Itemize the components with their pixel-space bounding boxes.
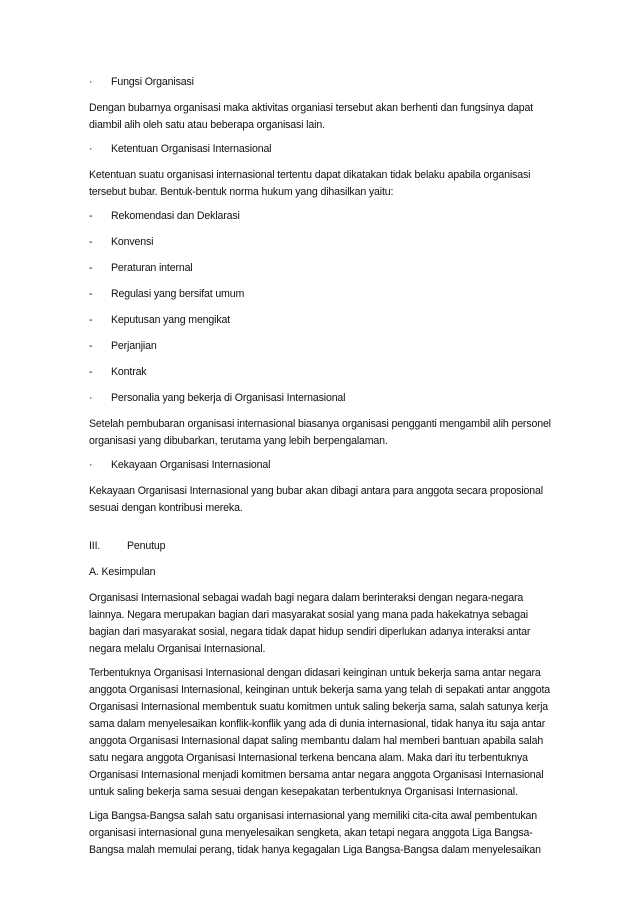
paragraph-line: sama dalam menyelesaikan konflik-konflik yang ada di dunia internasional, tidak hanya itu saja antar bbox=[89, 718, 546, 730]
dash-list-item bbox=[89, 338, 566, 355]
dash-mark: - bbox=[89, 210, 93, 222]
paragraph-line: sesuai dengan kontribusi mereka. bbox=[89, 502, 243, 514]
paragraph-line: Setelah pembubaran organisasi internasional biasanya organisasi pengganti mengambil alih personel bbox=[89, 418, 551, 430]
dash-list-item bbox=[89, 286, 566, 303]
dash-list-item bbox=[89, 234, 566, 251]
item-text: Kontrak bbox=[111, 366, 147, 378]
paragraph-line: Bangsa malah memulai perang, tidak hanya kegagalan Liga Bangsa-Bangsa dalam menyelesaikan bbox=[89, 844, 541, 856]
paragraph-line: satu negara anggota Organisasi Internasional terkena bencana alam. Maka dari itu terbentuknya bbox=[89, 752, 528, 764]
item-text: Kekayaan Organisasi Internasional bbox=[111, 459, 271, 471]
item-text: Personalia yang bekerja di Organisasi Internasional bbox=[111, 392, 346, 404]
paragraph-line: lainnya. Negara merupakan bagian dari masyarakat sosial yang mana pada hakekatnya sebagai bbox=[89, 609, 528, 621]
dash-mark: - bbox=[89, 366, 93, 378]
paragraph-line: untuk saling bekerja sama sesuai dengan kesepakatan terbentuknya Organisasi Internasional. bbox=[89, 786, 518, 798]
paragraph-line: Kekayaan Organisasi Internasional yang bubar akan dibagi antara para anggota secara proposional bbox=[89, 485, 543, 497]
item-text: Keputusan yang mengikat bbox=[111, 314, 231, 326]
paragraph bbox=[89, 665, 566, 801]
dash-mark: - bbox=[89, 340, 93, 352]
paragraph-line: anggota Organisasi Internasional, keinginan untuk bekerja sama yang telah di sepakati antar anggota bbox=[89, 684, 551, 696]
section-heading bbox=[89, 538, 566, 555]
dash-mark: - bbox=[89, 288, 93, 300]
paragraph-line: organisasi yang dibubarkan, terutama yang lebih berpengalaman. bbox=[89, 435, 388, 447]
bullet-heading bbox=[89, 390, 566, 407]
dash-mark: - bbox=[89, 314, 93, 326]
bullet-mark: · bbox=[89, 143, 93, 155]
paragraph-line: negara melalu Organisai Internasional. bbox=[89, 643, 266, 655]
paragraph-line: Liga Bangsa-Bangsa salah satu organisasi internasional yang memiliki cita-cita awal pembentukan bbox=[89, 810, 538, 822]
paragraph bbox=[89, 590, 566, 658]
dash-mark: - bbox=[89, 236, 93, 248]
dash-list-item bbox=[89, 364, 566, 381]
paragraph-line: Organisasi Internasional menjadi komitmen bersama antar negara anggota Organisasi Internasional bbox=[89, 769, 544, 781]
paragraph bbox=[89, 100, 566, 134]
paragraph bbox=[89, 416, 566, 450]
bullet-heading bbox=[89, 141, 566, 158]
paragraph-line: Organisasi Internasional sebagai wadah bagi negara dalam berinteraksi dengan negara-negara bbox=[89, 592, 524, 604]
paragraph bbox=[89, 167, 566, 201]
item-text: Fungsi Organisasi bbox=[111, 76, 194, 88]
item-text: Rekomendasi dan Deklarasi bbox=[111, 210, 240, 222]
bullet-heading bbox=[89, 457, 566, 474]
paragraph-line: anggota Organisasi Internasional dapat saling membantu dalam hal memberi bantuan apabila salah bbox=[89, 735, 544, 747]
paragraph-line: tersebut bubar. Bentuk-bentuk norma hukum yang dihasilkan yaitu: bbox=[89, 186, 394, 198]
section-number: III. bbox=[89, 540, 101, 552]
paragraph-line: bagian dari masyarakat sosial, negara tidak dapat hidup sendiri diperlukan adanya interaksi antar bbox=[89, 626, 531, 638]
paragraph bbox=[89, 483, 566, 517]
dash-mark: - bbox=[89, 262, 93, 274]
item-text: Regulasi yang bersifat umum bbox=[111, 288, 245, 300]
paragraph-line: Ketentuan suatu organisasi internasional tertentu dapat dikatakan tidak belaku apabila organisasi bbox=[89, 169, 531, 181]
bullet-mark: · bbox=[89, 76, 93, 88]
item-text: Perjanjian bbox=[111, 340, 157, 352]
dash-list-item bbox=[89, 260, 566, 277]
item-text: Konvensi bbox=[111, 236, 154, 248]
bullet-mark: · bbox=[89, 392, 93, 404]
section-gap bbox=[89, 524, 566, 538]
paragraph bbox=[89, 808, 566, 859]
bullet-mark: · bbox=[89, 459, 93, 471]
paragraph-line: Dengan bubarnya organisasi maka aktivitas organiasi tersebut akan berhenti dan fungsinya dapat bbox=[89, 102, 534, 114]
paragraph-line: Organisasi Internasional membentuk suatu komitmen untuk saling bekerja sama, salah satunya kerja bbox=[89, 701, 549, 713]
subsection-heading: A. Kesimpulan bbox=[89, 566, 156, 578]
item-text: Ketentuan Organisasi Internasional bbox=[111, 143, 272, 155]
paragraph-line: organisasi internasional guna menyelesaikan sengketa, akan tetapi negara anggota Liga Bangsa- bbox=[89, 827, 533, 839]
paragraph-line: diambil alih oleh satu atau beberapa organisasi lain. bbox=[89, 119, 325, 131]
bullet-heading bbox=[89, 74, 566, 91]
section-title: Penutup bbox=[127, 540, 166, 552]
item-text: Peraturan internal bbox=[111, 262, 193, 274]
paragraph-line: Terbentuknya Organisasi Internasional dengan didasari keinginan untuk bekerja sama antar negara bbox=[89, 667, 541, 679]
dash-list-item bbox=[89, 208, 566, 225]
dash-list-item bbox=[89, 312, 566, 329]
